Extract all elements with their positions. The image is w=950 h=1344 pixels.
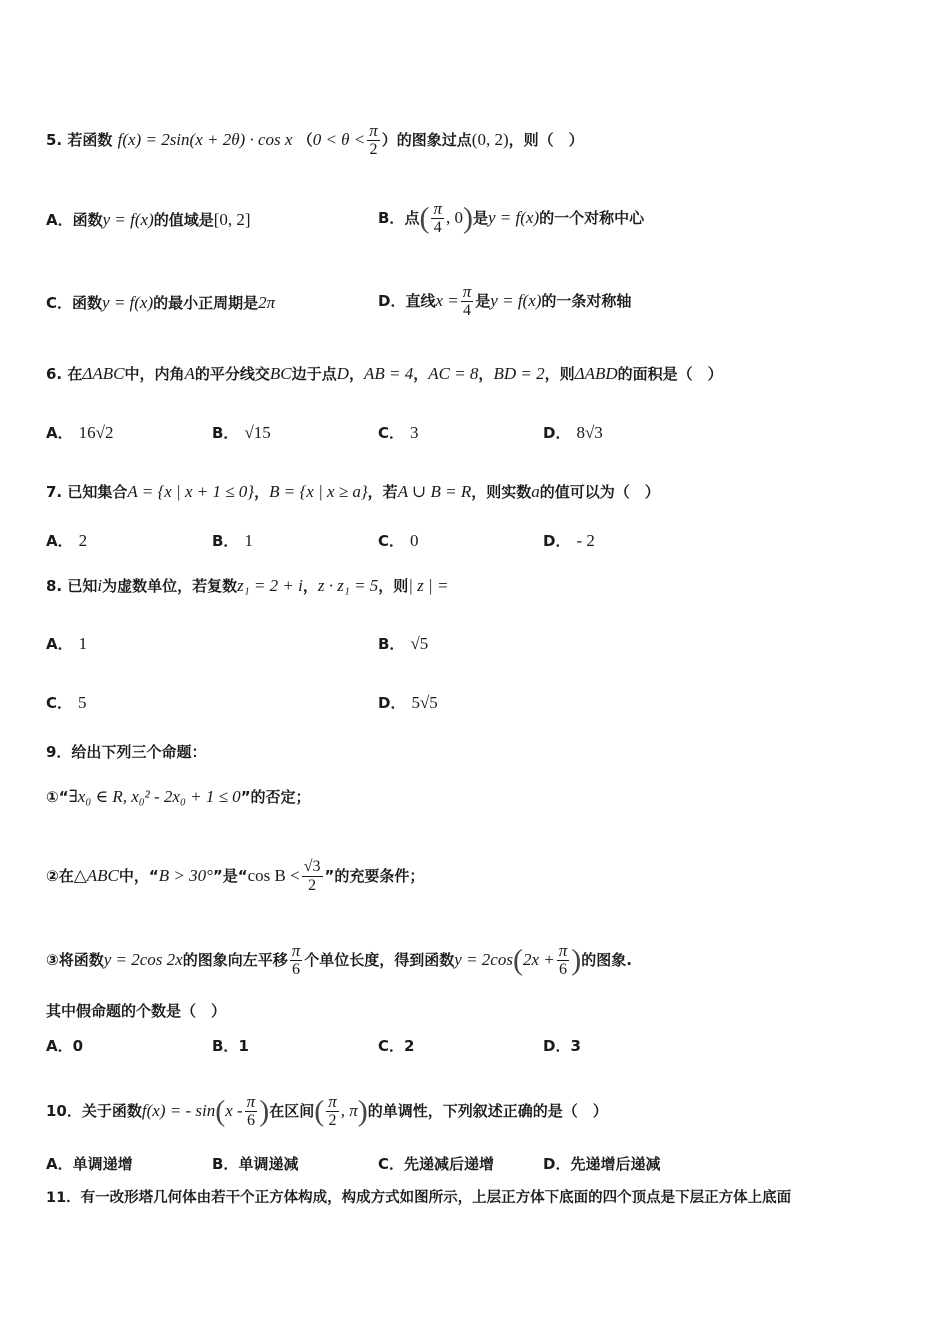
q5-option-a[interactable]: A．函数y = f(x)的值域是[0, 2] [46, 210, 251, 229]
q5-option-c[interactable]: C．函数y = f(x)的最小正周期是2π [46, 293, 276, 312]
q7-stem: 7. 已知集合A = {x | x + 1 ≤ 0}，B = {x | x ≥ a}，若A ∪ B = R，则实数a的值可以为（ ） [46, 482, 660, 501]
q5-cond-fraction: $\frac{\pi}{2}$ [369, 121, 378, 158]
q7-option-c[interactable]: C． 0 [378, 531, 419, 550]
q8-option-d[interactable]: D． 5√5 [378, 693, 438, 712]
q9-option-d[interactable]: D．3 [543, 1037, 581, 1055]
q7-option-a[interactable]: A． 2 [46, 531, 88, 550]
q8-option-b[interactable]: B． √5 [378, 634, 429, 653]
q9-proposition-2: ②在△ABC中，“B > 30°”是“cos B < $\frac{√3}{2}$ ”的充要条件； [46, 858, 425, 894]
q9-option-b[interactable]: B．1 [212, 1037, 249, 1055]
q10-option-b[interactable]: B．单调递减 [212, 1155, 299, 1173]
q5-stem: 5. 若函数 f(x) = 2sin(x + 2θ) · cos x （0 < θ < $\frac{\pi}{2}$ ）的图象过点(0, 2)，则（ ） [46, 121, 584, 158]
q9-proposition-1: ①“∃x₀ ∈ R, x₀² - 2x₀ + 1 ≤ 0”的否定； [46, 787, 311, 806]
q10-stem: 10．关于函数f(x) = - sin(x - $\frac{\pi}{6}$ )在区间( $\frac{\pi}{2}$ , π)的单调性，下列叙述正确的是（ ） [46, 1092, 608, 1129]
q9-option-a[interactable]: A．0 [46, 1037, 84, 1055]
q8-option-c[interactable]: C． 5 [46, 693, 87, 712]
q6-option-b[interactable]: B． √15 [212, 423, 271, 442]
q5-option-b[interactable]: B．点( $\frac{\pi}{4}$ , 0)是y = f(x)的一个对称中心 [378, 199, 645, 236]
q9-question: 其中假命题的个数是（ ） [46, 1002, 227, 1020]
q6-option-d[interactable]: D． 8√3 [543, 423, 603, 442]
q11-stem: 11．有一改形塔几何体由若干个正方体构成，构成方式如图所示，上层正方体下底面的四个顶点是下层正方体上底面 [46, 1190, 792, 1206]
q5-option-d[interactable]: D．直线x = $\frac{\pi}{4}$ 是y = f(x)的一条对称轴 [378, 282, 632, 319]
q9-option-c[interactable]: C．2 [378, 1037, 415, 1055]
q9-title: 9．给出下列三个命题： [46, 743, 207, 761]
q8-option-a[interactable]: A． 1 [46, 634, 88, 653]
q6-option-a[interactable]: A． 16√2 [46, 423, 114, 442]
q7-option-d[interactable]: D． - 2 [543, 531, 595, 550]
q10-option-d[interactable]: D．先递增后递减 [543, 1155, 661, 1173]
q9-proposition-3: ③将函数y = 2cos 2x的图象向左平移 $\frac{\pi}{6}$ 个单位长度，得到函数y = 2cos(2x + $\frac{\pi}{6}$ )的图象. [46, 941, 632, 978]
q5-function: f(x) = 2sin(x + 2θ) · cos x [117, 130, 293, 149]
q6-option-c[interactable]: C． 3 [378, 423, 419, 442]
q6-stem: 6. 在ΔABC中，内角A的平分线交BC边于点D，AB = 4，AC = 8，BD = 2，则ΔABD的面积是（ ） [46, 364, 723, 383]
q8-stem: 8. 已知i为虚数单位，若复数z₁ = 2 + i，z · z₁ = 5，则| z | = [46, 576, 449, 595]
q10-option-a[interactable]: A．单调递增 [46, 1155, 133, 1173]
q10-option-c[interactable]: C．先递减后递增 [378, 1155, 495, 1173]
q7-option-b[interactable]: B． 1 [212, 531, 253, 550]
